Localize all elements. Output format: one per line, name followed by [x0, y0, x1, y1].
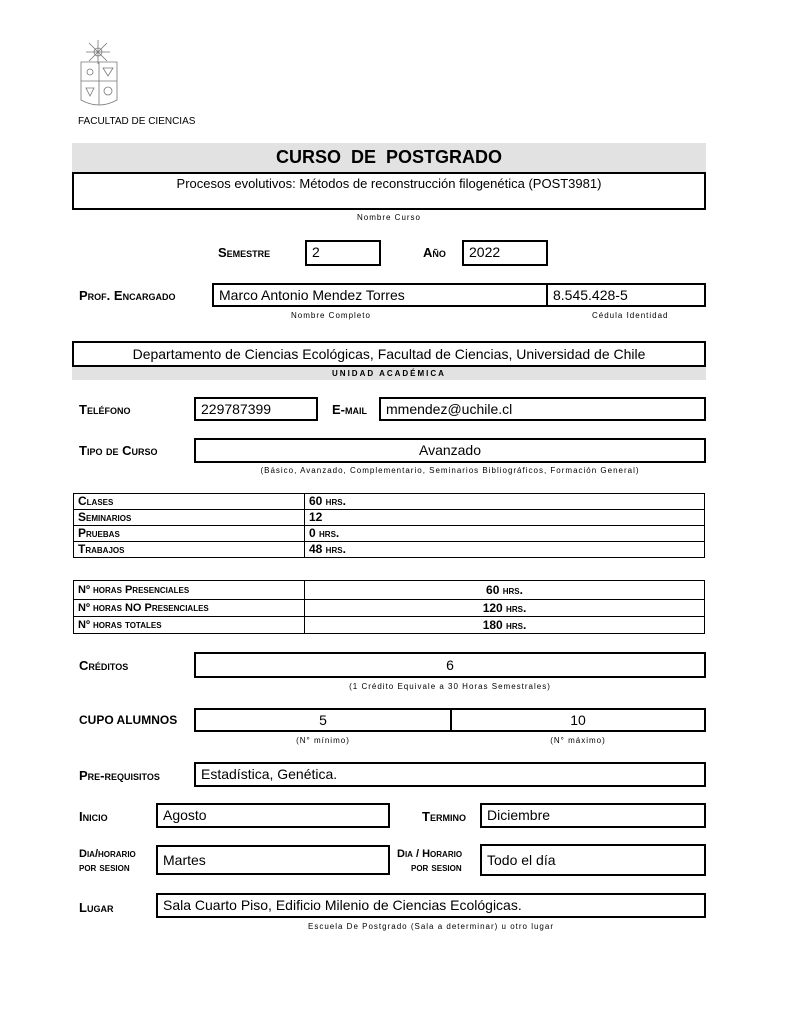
- table-row: [74, 600, 705, 617]
- capacity-label: CUPO ALUMNOS: [79, 713, 178, 727]
- capacity-max-caption: (N° máximo): [550, 736, 606, 745]
- hours-label: Pruebas: [74, 526, 305, 542]
- professor-name-field: [212, 283, 548, 307]
- start-label: Inicio: [79, 809, 108, 824]
- prerequisites-field: [194, 762, 706, 787]
- hours-label: Clases: [74, 494, 305, 510]
- hours-value: 60 hrs.: [305, 494, 705, 510]
- place-value: Sala Cuarto Piso, Edificio Milenio de Ciencias Ecológicas.: [163, 897, 522, 913]
- place-caption: Escuela De Postgrado (Sala a determinar) u otro lugar: [308, 922, 554, 931]
- totals-label: Nº horas NO Presenciales: [74, 600, 305, 617]
- table-row: [74, 542, 705, 558]
- day-right-label-2: por sesion: [411, 862, 462, 874]
- totals-value: 120 hrs.: [305, 600, 705, 617]
- end-field: [480, 803, 706, 828]
- page-title: CURSO DE POSTGRADO: [275, 147, 503, 167]
- hour-totals-table: [73, 580, 705, 634]
- course-type-caption: (Básico, Avanzado, Complementario, Seminarios Bibliográficos, Formación General): [260, 466, 640, 475]
- professor-id-value: 8.545.428-5: [553, 287, 628, 303]
- hours-value: 12: [305, 510, 705, 526]
- academic-unit-value: Departamento de Ciencias Ecológicas, Facultad de Ciencias, Universidad de Chile: [132, 346, 646, 362]
- day-right-label-1: Dia / Horario: [397, 848, 463, 860]
- semester-field: [305, 240, 381, 266]
- totals-label: Nº horas Presenciales: [74, 581, 305, 600]
- professor-label: Prof. Encargado: [79, 288, 176, 303]
- hours-table: [73, 493, 705, 558]
- prerequisites-value: Estadística, Genética.: [201, 766, 338, 782]
- university-logo: [78, 36, 128, 114]
- capacity-min-field: [194, 708, 452, 732]
- semester-value: 2: [312, 244, 320, 260]
- course-name-caption: Nombre Curso: [356, 213, 421, 222]
- credits-value: 6: [446, 657, 454, 673]
- professor-id-caption: Cédula Identidad: [592, 311, 669, 320]
- day-left-field: [156, 845, 390, 875]
- professor-id-field: [546, 283, 706, 307]
- end-value: Diciembre: [487, 807, 551, 823]
- day-right-field: [480, 844, 706, 876]
- table-row: [74, 581, 705, 600]
- phone-value: 229787399: [201, 401, 272, 417]
- table-row: [74, 617, 705, 634]
- place-label: Lugar: [79, 900, 114, 915]
- capacity-min-value: 5: [319, 712, 327, 728]
- capacity-max-field: [450, 708, 706, 732]
- faculty-name: FACULTAD DE CIENCIAS: [78, 116, 196, 127]
- credits-field: [194, 652, 706, 678]
- year-label: Año: [423, 245, 446, 260]
- course-type-label: Tipo de Curso: [79, 443, 158, 458]
- start-value: Agosto: [163, 807, 207, 823]
- credits-caption: (1 Crédito Equivale a 30 Horas Semestrales): [349, 682, 551, 691]
- day-left-label-2: por sesion: [79, 862, 130, 874]
- phone-field: [194, 397, 318, 421]
- start-field: [156, 803, 390, 828]
- totals-label: Nº horas totales: [74, 617, 305, 634]
- table-row: [74, 510, 705, 526]
- academic-unit-caption: UNIDAD ACADÉMICA: [72, 367, 706, 380]
- day-left-label-1: Dia/horario: [79, 848, 136, 860]
- email-label: E-mail: [332, 402, 367, 417]
- course-type-value: Avanzado: [418, 442, 481, 458]
- day-left-value: Martes: [163, 852, 206, 868]
- course-name-value: Procesos evolutivos: Métodos de reconstrucción filogenética (POST3981): [176, 176, 602, 191]
- table-row: [74, 494, 705, 510]
- hours-value: 0 hrs.: [305, 526, 705, 542]
- hours-label: Seminarios: [74, 510, 305, 526]
- academic-unit-field: [72, 341, 706, 367]
- year-value: 2022: [469, 244, 501, 260]
- totals-value: 180 hrs.: [305, 617, 705, 634]
- table-row: [74, 526, 705, 542]
- professor-name-caption: Nombre Completo: [291, 311, 371, 320]
- end-label: Termino: [422, 809, 466, 824]
- professor-name-value: Marco Antonio Mendez Torres: [219, 287, 405, 303]
- credits-label: Créditos: [79, 658, 129, 673]
- prerequisites-label: Pre-requisitos: [79, 768, 160, 783]
- course-name-field: [72, 172, 706, 210]
- email-field: [379, 397, 706, 421]
- capacity-max-value: 10: [570, 712, 586, 728]
- phone-label: Teléfono: [79, 402, 131, 417]
- hours-value: 48 hrs.: [305, 542, 705, 558]
- course-type-field: [194, 438, 706, 463]
- year-field: [462, 240, 548, 266]
- email-value: mmendez@uchile.cl: [386, 401, 513, 417]
- hours-label: Trabajos: [74, 542, 305, 558]
- capacity-min-caption: (N° mínimo): [296, 736, 350, 745]
- totals-value: 60 hrs.: [305, 581, 705, 600]
- semester-label: Semestre: [218, 245, 271, 260]
- place-field: [156, 893, 706, 918]
- day-right-value: Todo el día: [487, 852, 556, 868]
